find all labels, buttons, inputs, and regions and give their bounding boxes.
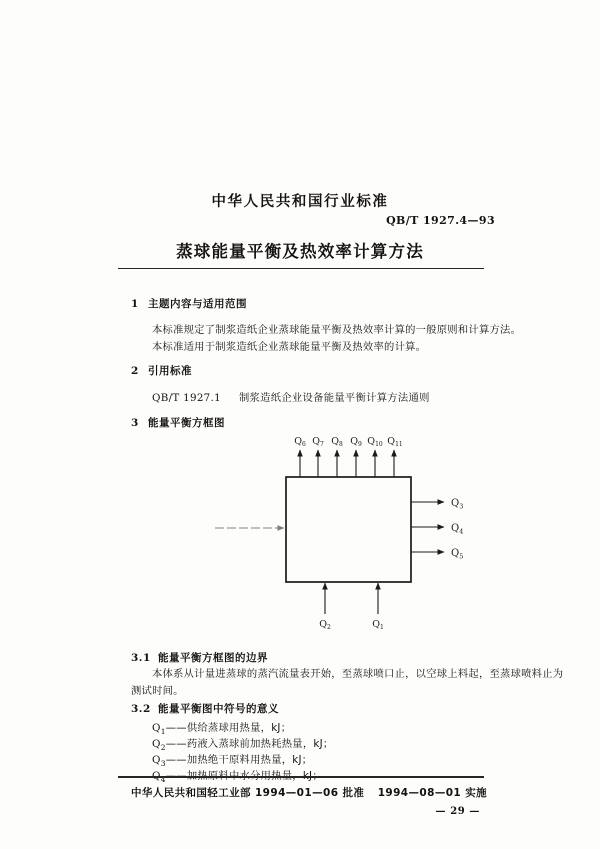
diagram-right-arrows (411, 502, 444, 552)
symbol-definition-1-dash: —— (165, 722, 187, 734)
symbol-definition-1-subscript: 1 (160, 727, 166, 737)
section-3-1-paragraph-1: 本体系从计量进蒸球的蒸汽流量表开始，至蒸球喷口止，以空球上料起，至蒸球喷料止为 (152, 668, 564, 680)
symbol-definition-2-text: 药液入蒸球前加热耗热量，kJ； (186, 738, 334, 750)
symbol-definition-4-text: 加热原料中水分用热量，kJ； (186, 770, 323, 782)
symbol-definition-3-text: 加热绝干原料用热量，kJ； (186, 754, 313, 766)
diagram-label-top-3-sub: 9 (357, 441, 362, 449)
symbol-definition-3-dash: —— (165, 754, 187, 766)
symbol-definition-2-symbol: $Q_2$ (152, 738, 166, 753)
section-number-3-1: 3.1 (131, 652, 151, 664)
symbol-definition-3-symbol: $Q_3$ (152, 754, 166, 769)
diagram-label-top-2-sub: 8 (338, 441, 343, 449)
diagram-canvas (180, 424, 510, 640)
section-heading-2 (131, 363, 192, 378)
diagram-label-bottom-1-sub: 1 (379, 624, 384, 632)
diagram-label-top-5: $Q_{11}$ (387, 436, 403, 449)
standard-code: QB/T 1927.4—93 (386, 214, 495, 227)
referenced-standard (152, 389, 430, 404)
footer-implementation: 1994—08—01 实施 (377, 787, 487, 799)
diagram-right-labels (451, 498, 463, 560)
section-1-paragraph-2: 本标准适用于制浆造纸企业蒸球能量平衡及热效率的计算。 (152, 341, 427, 353)
diagram-label-right-0-sub: 3 (459, 502, 464, 511)
section-3-1-paragraph-2: 测试时间。 (131, 685, 184, 697)
symbol-definition-2-subscript: 2 (160, 743, 166, 753)
diagram-label-bottom-0: $Q_2$ (319, 619, 331, 632)
symbol-definition-3-subscript: 3 (160, 759, 166, 769)
symbol-definition-2-dash: —— (165, 738, 187, 750)
symbol-definition-4-subscript: 4 (160, 775, 166, 785)
diagram-label-top-0: $Q_6$ (294, 436, 306, 449)
diagram-label-right-1: $Q_4$ (451, 523, 464, 536)
page-title: 蒸球能量平衡及热效率计算方法 (176, 242, 424, 261)
diagram-box (286, 477, 411, 582)
diagram-bottom-arrows (325, 583, 378, 614)
symbol-definition-3 (152, 751, 312, 768)
issuing-organization: 中华人民共和国行业标准 (211, 194, 389, 210)
section-heading-1 (131, 296, 247, 311)
page-number: — 29 — (435, 806, 480, 817)
diagram-label-top-1-sub: 7 (319, 441, 324, 449)
diagram-label-top-5-sub: 11 (395, 441, 403, 449)
diagram-top-labels (294, 436, 403, 448)
symbol-definition-1 (152, 719, 291, 736)
diagram-label-right-2-sub: 5 (459, 552, 464, 561)
section-heading-3-1 (131, 650, 268, 665)
diagram-label-top-4-sub: 10 (375, 441, 383, 449)
diagram-label-bottom-1: $Q_1$ (372, 619, 384, 632)
diagram-label-top-0-sub: 6 (301, 441, 306, 449)
diagram-label-bottom-0-sub: 2 (326, 624, 331, 632)
diagram-label-right-0: $Q_3$ (451, 498, 464, 511)
diagram-label-top-1: $Q_7$ (312, 436, 324, 449)
section-title-3-1: 能量平衡方框图的边界 (158, 652, 268, 664)
section-number-1: 1 (131, 298, 139, 310)
diagram-label-top-2: $Q_8$ (331, 436, 343, 449)
diagram-bottom-labels (319, 619, 384, 631)
diagram-label-top-3: $Q_9$ (350, 436, 362, 449)
section-number-3: 3 (131, 417, 139, 429)
symbol-definition-2 (152, 735, 333, 752)
section-title-2: 引用标准 (148, 365, 192, 377)
symbol-definition-1-symbol: $Q_1$ (152, 722, 166, 737)
diagram-label-right-2: $Q_5$ (451, 548, 464, 561)
section-number-3-2: 3.2 (131, 703, 151, 715)
diagram-label-top-4: $Q_{10}$ (367, 436, 383, 449)
section-heading-3-2 (131, 701, 279, 716)
footer-approval: 中华人民共和国轻工业部 1994—01—06 批准 (131, 787, 365, 799)
section-1-paragraph-1: 本标准规定了制浆造纸企业蒸球能量平衡及热效率计算的一般原则和计算方法。 (152, 324, 522, 336)
section-title-3-2: 能量平衡图中符号的意义 (158, 703, 279, 715)
referenced-standard-code: QB/T 1927.1 (152, 392, 221, 404)
symbol-definition-4-dash: —— (165, 770, 187, 782)
footer-divider (118, 776, 484, 778)
energy-balance-block-diagram (180, 424, 510, 640)
diagram-top-arrows (300, 450, 394, 477)
section-number-2: 2 (131, 365, 139, 377)
diagram-label-right-1-sub: 4 (459, 527, 464, 536)
symbol-definition-4-symbol: $Q_4$ (152, 770, 166, 785)
referenced-standard-title: 制浆造纸企业设备能量平衡计算方法通则 (238, 392, 430, 404)
section-title-3: 能量平衡方框图 (148, 417, 225, 429)
symbol-definition-1-text: 供给蒸球用热量，kJ； (186, 722, 292, 734)
section-title-1: 主题内容与适用范围 (148, 298, 247, 310)
header-divider (118, 268, 484, 269)
